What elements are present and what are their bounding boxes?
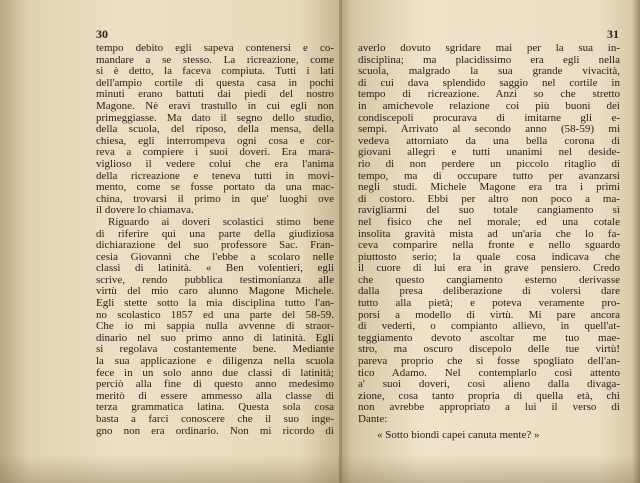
text-line: scuola, malgrado la sua grande vivacità,: [358, 65, 620, 78]
text-line: a' suoi doveri, così alieno dalla divaga-: [358, 378, 620, 391]
text-line: virtù del mio caro alunno Magone Michele.: [96, 285, 334, 298]
text-line: ceva comparire nella fronte e nello sguardo: [358, 239, 620, 252]
text-line: sempi. Arrivato al secondo anno (58-59) mi: [358, 123, 620, 136]
text-line: di cui dava splendido saggio nel cortile in: [358, 76, 620, 89]
text-line: averlo dovuto sgridare mai per la sua in-: [358, 42, 620, 54]
text-line: chiesa, egli interrompeva ogni cosa e cor-: [96, 134, 334, 147]
text-line: tempo debito egli sapeva contenersi e co-: [96, 42, 334, 54]
text-line: nel fisico che nel morale; ed una cotale: [358, 215, 620, 228]
text-line: si regolava costantemente bene. Mediante: [96, 343, 334, 356]
text-line: in amichevole relazione coi più buoni dei: [358, 99, 620, 112]
text-line: fece in un solo anno due classi di latinità;: [96, 366, 334, 379]
text-line: vedeva attorniato da una bella corona di: [358, 134, 620, 147]
text-line: la sua applicazione e diligenza nella scuola: [96, 355, 334, 368]
text-line: disciplina; ma placidissimo era egli nella: [358, 53, 620, 66]
text-line: classi di latinità. « Ben volentieri, egli: [96, 262, 334, 275]
text-line: mandare a se stesso. La ricreazione, come: [96, 53, 334, 66]
text-line: scrive, rendo pubblica testimonianza alle: [96, 273, 334, 286]
text-line: della scuola, del riposo, della mensa, della: [96, 123, 334, 136]
text-line: Riguardo ai doveri scolastici stimo bene: [108, 215, 334, 228]
text-line: basta a farci conoscere che il suo inge-: [96, 413, 334, 425]
text-line: no scolastico 1857 ed una parte del 58-59.: [96, 308, 334, 321]
text-line: di vederti, o compianto allievo, in quell'at-: [358, 320, 620, 333]
text-line: di riferire qui una parte della giudiziosa: [96, 227, 334, 240]
text-line: viglioso il vedere colui che era l'anima: [96, 157, 334, 170]
text-line: stro, ma oscuro discepolo delle tue virtù!: [358, 343, 620, 356]
text-line: tico Adamo. Nel contemplarlo così attento: [358, 366, 620, 379]
text-line: piuttosto serio; la quale cosa indicava che: [358, 250, 620, 263]
text-line: tutto alla pietà; e poteva veramente pro-: [358, 297, 620, 310]
text-line: della ricreazione e teneva tutti in movi-: [96, 169, 334, 182]
text-line: negli studi. Michele Magone era tra i primi: [358, 181, 620, 194]
page-number: 30: [96, 27, 108, 41]
text-line: tempo di ricreazione. Anzi so che stretto: [358, 88, 620, 101]
text-line: condiscepoli procurava di imitarne gli e-: [358, 111, 620, 124]
text-line: mento, come se fosse portato da una mac-: [96, 181, 334, 194]
page-shadow: [0, 455, 640, 483]
text-line: cesia Giovanni che l'ebbe a scolaro nelle: [96, 250, 334, 263]
text-line: ravigliarmi del suo totale cangiamento sì: [358, 204, 620, 217]
text-line: giovani allegri e tutti unanimi nel deside-: [358, 146, 620, 159]
text-line: il dovere lo chiamava.: [96, 204, 194, 217]
text-line: reva a compiere i suoi doveri. Era mara-: [96, 146, 334, 159]
text-line: primeggiasse. Ma dato il segno dello studio,: [96, 111, 334, 124]
text-line: porsi a modello di virtù. Mi pare ancora: [358, 308, 620, 321]
text-line: zione, cosa tanto propria di quella età, chi: [358, 389, 620, 402]
text-line: dinario nel suo primo anno di latinità. Egli: [96, 331, 334, 344]
text-line: meritò di essere ammesso alla classe di: [96, 389, 334, 402]
text-line: il cuore di lui era in grave pensiero. Credo: [358, 262, 620, 275]
text-line: dichiarazione del suo professore Sac. Fran-: [96, 239, 334, 252]
page-text: [96, 43, 334, 437]
text-line: insolita gravità mista ad un'aria che lo fa-: [358, 227, 620, 240]
text-line: dalla presa deliberazione di volersi dare: [358, 285, 620, 298]
text-line: non avrebbe appropriato a lui il verso di: [358, 401, 620, 414]
text-line: teggiamento devoto ascoltar me tuo mae-: [358, 331, 620, 344]
text-line: si è detto, la faceva compiuta. Tutti i lati: [96, 65, 334, 78]
text-line: rio di non perdere un piccolo ritaglio di: [358, 157, 620, 170]
text-line: minuti erano battuti dai piedi del nostro: [96, 88, 334, 101]
text-line: Dante:: [358, 413, 388, 425]
text-line: pareva proprio che si fosse spogliato dell'an-: [358, 355, 620, 368]
book-gutter: [339, 0, 342, 483]
text-line: che questo cangiamento esterno derivasse: [358, 273, 620, 286]
text-line: perciò alla fine di questo anno medesimo: [96, 378, 334, 391]
text-line: terza grammatica latina. Questa sola cosa: [96, 401, 334, 414]
text-line: dell'ampio cortile di questa casa in pochi: [96, 76, 334, 89]
page-text: [358, 43, 620, 441]
text-line: Magone. Nè eravi trastullo in cui egli non: [96, 99, 334, 112]
text-line: di costoro. Ebbi per altro non poco a ma-: [358, 192, 620, 205]
text-line: tempo, ma di occupare tutto per avanzarsi: [358, 169, 620, 182]
text-line: Egli stette sotto la mia disciplina tutto l'an-: [96, 297, 334, 310]
text-line: gno non era ordinario. Non mi ricordo di: [96, 424, 334, 437]
page-number: 31: [607, 27, 619, 41]
text-line: china, trovarsi il primo in que' luoghi ove: [96, 192, 334, 205]
text-line: Che io mi sappia nulla avvenne di straor-: [96, 320, 334, 333]
quotation-line: « Sotto biondi capei canuta mente? »: [377, 428, 540, 441]
